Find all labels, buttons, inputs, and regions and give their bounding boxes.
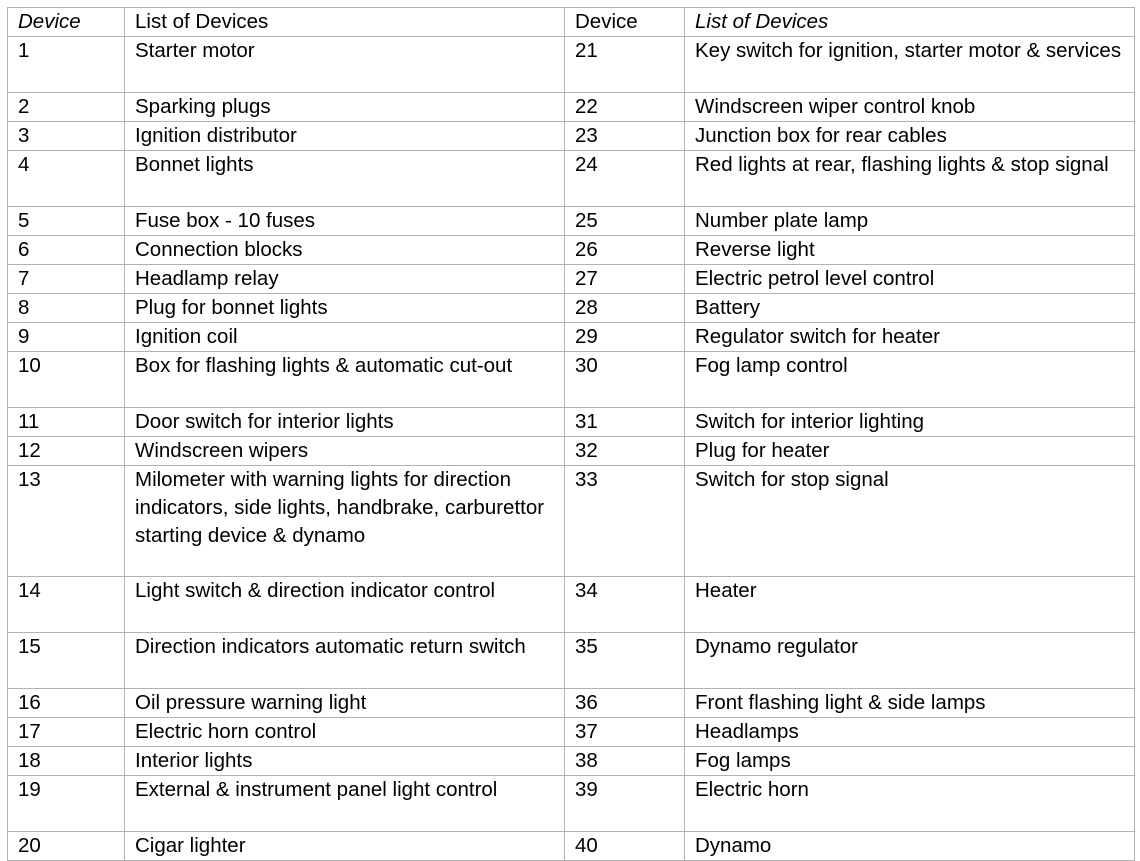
header-device-right: Device bbox=[565, 8, 685, 37]
device-number: 4 bbox=[8, 151, 125, 207]
device-number: 9 bbox=[8, 323, 125, 352]
device-name: Headlamps bbox=[685, 718, 1135, 747]
device-name: Front flashing light & side lamps bbox=[685, 689, 1135, 718]
device-name: Red lights at rear, flashing lights & stop signal bbox=[685, 151, 1135, 207]
device-name: Connection blocks bbox=[125, 236, 565, 265]
device-number: 22 bbox=[565, 93, 685, 122]
header-list-left: List of Devices bbox=[125, 8, 565, 37]
table-row bbox=[8, 832, 1135, 861]
device-number: 24 bbox=[565, 151, 685, 207]
device-number: 38 bbox=[565, 747, 685, 776]
device-number: 10 bbox=[8, 352, 125, 408]
device-name: Reverse light bbox=[685, 236, 1135, 265]
device-name: Fuse box - 10 fuses bbox=[125, 207, 565, 236]
device-name: Dynamo bbox=[685, 832, 1135, 861]
device-number: 5 bbox=[8, 207, 125, 236]
table-row bbox=[8, 747, 1135, 776]
table-row bbox=[8, 294, 1135, 323]
device-name: Headlamp relay bbox=[125, 265, 565, 294]
table-row bbox=[8, 689, 1135, 718]
device-name: Plug for heater bbox=[685, 437, 1135, 466]
device-name: Number plate lamp bbox=[685, 207, 1135, 236]
device-name: Ignition distributor bbox=[125, 122, 565, 151]
device-number: 20 bbox=[8, 832, 125, 861]
device-name: Electric horn control bbox=[125, 718, 565, 747]
table-row bbox=[8, 408, 1135, 437]
device-name: Direction indicators automatic return switch bbox=[125, 633, 565, 689]
device-name: Key switch for ignition, starter motor & services bbox=[685, 37, 1135, 93]
device-number: 31 bbox=[565, 408, 685, 437]
device-name: Bonnet lights bbox=[125, 151, 565, 207]
device-number: 16 bbox=[8, 689, 125, 718]
device-number: 11 bbox=[8, 408, 125, 437]
device-number: 19 bbox=[8, 776, 125, 832]
table-row bbox=[8, 93, 1135, 122]
device-number: 32 bbox=[565, 437, 685, 466]
header-list-right: List of Devices bbox=[685, 8, 1135, 37]
device-number: 18 bbox=[8, 747, 125, 776]
device-number: 29 bbox=[565, 323, 685, 352]
table-row bbox=[8, 207, 1135, 236]
device-name: Fog lamps bbox=[685, 747, 1135, 776]
device-number: 6 bbox=[8, 236, 125, 265]
device-name: Heater bbox=[685, 577, 1135, 633]
device-name: Oil pressure warning light bbox=[125, 689, 565, 718]
table-row bbox=[8, 265, 1135, 294]
device-name: Plug for bonnet lights bbox=[125, 294, 565, 323]
device-name: Sparking plugs bbox=[125, 93, 565, 122]
device-number: 30 bbox=[565, 352, 685, 408]
device-number: 37 bbox=[565, 718, 685, 747]
device-name: Starter motor bbox=[125, 37, 565, 93]
device-name: Windscreen wipers bbox=[125, 437, 565, 466]
device-name: Interior lights bbox=[125, 747, 565, 776]
device-number: 15 bbox=[8, 633, 125, 689]
device-name: Fog lamp control bbox=[685, 352, 1135, 408]
devices-table bbox=[7, 7, 1135, 861]
device-name: Electric horn bbox=[685, 776, 1135, 832]
device-name: Dynamo regulator bbox=[685, 633, 1135, 689]
device-number: 2 bbox=[8, 93, 125, 122]
device-number: 14 bbox=[8, 577, 125, 633]
table-row bbox=[8, 776, 1135, 832]
device-number: 25 bbox=[565, 207, 685, 236]
device-number: 35 bbox=[565, 633, 685, 689]
device-name: Switch for stop signal bbox=[685, 466, 1135, 577]
device-name: Electric petrol level control bbox=[685, 265, 1135, 294]
device-number: 1 bbox=[8, 37, 125, 93]
table-row bbox=[8, 236, 1135, 265]
table-row bbox=[8, 151, 1135, 207]
device-number: 28 bbox=[565, 294, 685, 323]
table-row bbox=[8, 718, 1135, 747]
device-number: 40 bbox=[565, 832, 685, 861]
table-row bbox=[8, 37, 1135, 93]
device-name: Junction box for rear cables bbox=[685, 122, 1135, 151]
header-row bbox=[8, 8, 1135, 37]
table-row bbox=[8, 437, 1135, 466]
device-number: 17 bbox=[8, 718, 125, 747]
device-name: Light switch & direction indicator control bbox=[125, 577, 565, 633]
device-number: 12 bbox=[8, 437, 125, 466]
table-row bbox=[8, 466, 1135, 577]
device-name: Ignition coil bbox=[125, 323, 565, 352]
table-row bbox=[8, 633, 1135, 689]
table-row bbox=[8, 122, 1135, 151]
device-name: Windscreen wiper control knob bbox=[685, 93, 1135, 122]
device-name: Regulator switch for heater bbox=[685, 323, 1135, 352]
device-number: 36 bbox=[565, 689, 685, 718]
table-row bbox=[8, 352, 1135, 408]
device-name: Door switch for interior lights bbox=[125, 408, 565, 437]
header-device-left: Device bbox=[8, 8, 125, 37]
device-name: Switch for interior lighting bbox=[685, 408, 1135, 437]
device-name: External & instrument panel light control bbox=[125, 776, 565, 832]
device-number: 8 bbox=[8, 294, 125, 323]
table-row bbox=[8, 577, 1135, 633]
device-name: Cigar lighter bbox=[125, 832, 565, 861]
device-name: Milometer with warning lights for direction indicators, side lights, handbrake, carburettor starting device & dynamo bbox=[125, 466, 565, 577]
device-number: 27 bbox=[565, 265, 685, 294]
device-number: 13 bbox=[8, 466, 125, 577]
device-number: 23 bbox=[565, 122, 685, 151]
device-name: Battery bbox=[685, 294, 1135, 323]
device-name: Box for flashing lights & automatic cut-out bbox=[125, 352, 565, 408]
table-row bbox=[8, 323, 1135, 352]
device-number: 33 bbox=[565, 466, 685, 577]
device-number: 3 bbox=[8, 122, 125, 151]
device-number: 7 bbox=[8, 265, 125, 294]
device-number: 34 bbox=[565, 577, 685, 633]
device-number: 21 bbox=[565, 37, 685, 93]
device-number: 39 bbox=[565, 776, 685, 832]
device-number: 26 bbox=[565, 236, 685, 265]
